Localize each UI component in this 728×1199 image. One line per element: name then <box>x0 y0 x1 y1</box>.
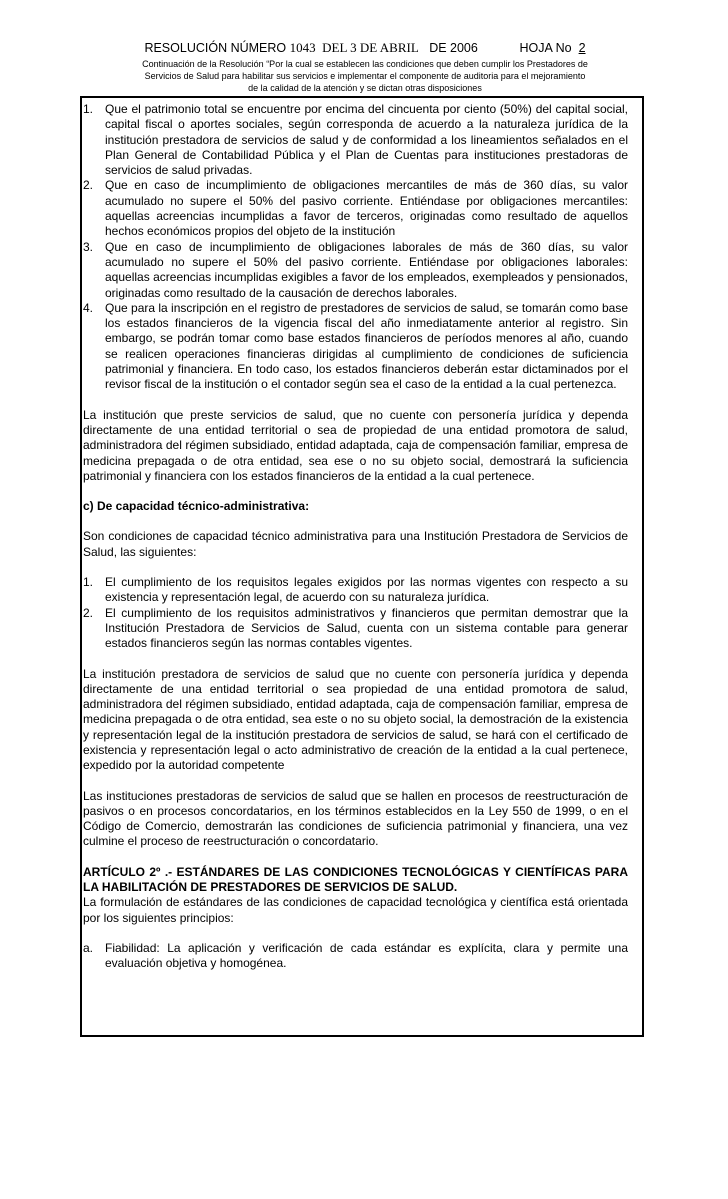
resolution-subtitle <box>80 58 650 94</box>
list-item-text: El cumplimiento de los requisitos legales exigidos por las normas vigentes con respecto a su existencia y representación legal, de acuerdo con su naturaleza jurídica. <box>105 575 628 605</box>
list-item <box>83 301 628 393</box>
resolution-title-line <box>80 40 650 56</box>
list-item <box>83 240 628 301</box>
list-item-number: 2. <box>83 605 94 620</box>
list-item-number: 1. <box>83 102 94 116</box>
list-item <box>83 941 628 972</box>
list-item-text: El cumplimiento de los requisitos administrativos y financieros que permitan demostrar que la Institución Prestadora de Servicios de Salud, cuenta con un sistema contable para generar estados financieros según las normas contables vigentes. <box>105 605 628 651</box>
list-item-text: Que para la inscripción en el registro de prestadores de servicios de salud, se tomarán como base los estados financieros de la vigencia fiscal del año inmediatamente anterior al registro. Sin embargo, se podrán tomar como base estados financieros de períodos menores al año, cuando se realicen operaciones financieras dirigidas al cumplimiento de condiciones de suficiencia patrimonial y financiera. En todo caso, los estados financieros deberán estar dictaminados por el revisor fiscal de la institución o el contador según sea el caso de la entidad a la cual pertenezca. <box>105 300 628 392</box>
list-item-text: Que el patrimonio total se encuentre por encima del cincuenta por ciento (50%) del capital social, capital fiscal o aportes sociales, según corresponda de acuerdo a la naturaleza jurídica de la institución prestadora de servicios de salud y de conformidad a los lineamientos señalados en el Plan General de Contabilidad Pública y el Plan de Cuentas para instituciones prestadoras de servicios de salud privadas. <box>105 102 628 178</box>
resolution-year: DE 2006 <box>429 41 478 55</box>
paragraph: Son condiciones de capacidad técnico administrativa para una Institución Prestadora de Servicios de Salud, las siguientes: <box>83 529 628 559</box>
list-item-number: 3. <box>83 239 94 254</box>
paragraph: La institución prestadora de servicios de salud que no cuente con personería jurídica y dependa directamente de una entidad territorial o sea propiedad de una entidad promotora de salud, administradora del régimen subsidiado, entidad adaptada, caja de compensación familiar, empresa de medicina prepagada o de otra entidad, sea este o no su objeto social, la demostración de la existencia y representación legal de la institución prestadora de servicios de salud, se hará con el certificado de existencia y representación legal o acto administrativo de creación de la entidad a la cual pertenece, expedido por la autoridad competente <box>83 666 628 773</box>
article-heading: ARTÍCULO 2º .- ESTÁNDARES DE LAS CONDICIONES TECNOLÓGICAS Y CIENTÍFICAS PARA LA HABILITACIÓN DE PRESTADORES DE SERVICIOS DE SALUD. <box>83 864 628 895</box>
paragraph: La institución que preste servicios de salud, que no cuente con personería jurídica y dependa directamente de una entidad territorial o sea de propiedad de una entidad promotora de salud, administradora del régimen subsidiado, entidad adaptada, caja de compensación familiar, empresa de medicina prepagada o de otra entidad, sea ese o no su objeto social, demostrará la suficiencia patrimonial y financiera con los estados financieros de la entidad a la cual pertenece. <box>83 407 628 483</box>
list-item <box>83 102 628 178</box>
financial-conditions-list <box>83 102 628 393</box>
section-heading: c) De capacidad técnico-administrativa: <box>83 499 310 514</box>
list-item-text: Fiabilidad: La aplicación y verificación de cada estándar es explícita, clara y permite una evaluación objetiva y homogénea. <box>105 940 628 971</box>
resolution-number: 1043 DEL 3 DE ABRIL <box>289 40 419 55</box>
document-body <box>83 102 628 972</box>
list-item-number: 2. <box>83 178 94 193</box>
sheet-number: 2 <box>578 41 586 55</box>
sheet-label: HOJA No <box>519 41 572 55</box>
paragraph: La formulación de estándares de las condiciones de capacidad tecnológica y científica está orientada por los siguientes principios: <box>83 895 628 925</box>
list-item <box>83 178 628 239</box>
list-item-number: 4. <box>83 300 94 315</box>
subtitle-line-2: Servicios de Salud para habilitar sus servicios e implementar el componente de auditoria para el mejoramiento <box>144 71 586 81</box>
list-item-text: Que en caso de incumplimiento de obligaciones mercantiles de más de 360 días, su valor acumulado no supere el 50% del pasivo corriente. Entiéndase por obligaciones mercantiles: aquellas acreencias incumplidas a favor de terceros, originadas como resultado de aquellos hechos económicos propios del objeto de la institución <box>105 178 628 239</box>
paragraph: Las instituciones prestadoras de servicios de salud que se hallen en procesos de reestructuración de pasivos o en procesos concordatarios, en los términos establecidos en la Ley 550 de 1999, o en el Código de Comercio, demostrarán las condiciones de suficiencia patrimonial y financiera, una vez culmine el proceso de reestructuración o concordatario. <box>83 788 628 849</box>
document-header <box>80 40 650 94</box>
list-item <box>83 606 628 652</box>
list-item-number: 1. <box>83 575 94 590</box>
subtitle-line-3: de la calidad de la atención y se dictan otras disposiciones <box>248 83 482 93</box>
principles-list <box>83 941 628 972</box>
resolution-title-prefix: RESOLUCIÓN NÚMERO <box>144 41 287 55</box>
list-item-number: a. <box>83 940 94 955</box>
list-item-text: Que en caso de incumplimiento de obligaciones laborales de más de 360 días, su valor acumulado no supere el 50% del pasivo corriente. Entiéndase por obligaciones laborales: aquellas acreencias incumplidas exigibles a favor de los empleados, exempleados y pensionados, originadas como resultado de la causación de derechos laborales. <box>105 239 628 300</box>
list-item <box>83 575 628 606</box>
technical-admin-list <box>83 575 628 651</box>
subtitle-line-1: Continuación de la Resolución “Por la cual se establecen las condiciones que deben cumplir los Prestadores de <box>142 59 588 69</box>
